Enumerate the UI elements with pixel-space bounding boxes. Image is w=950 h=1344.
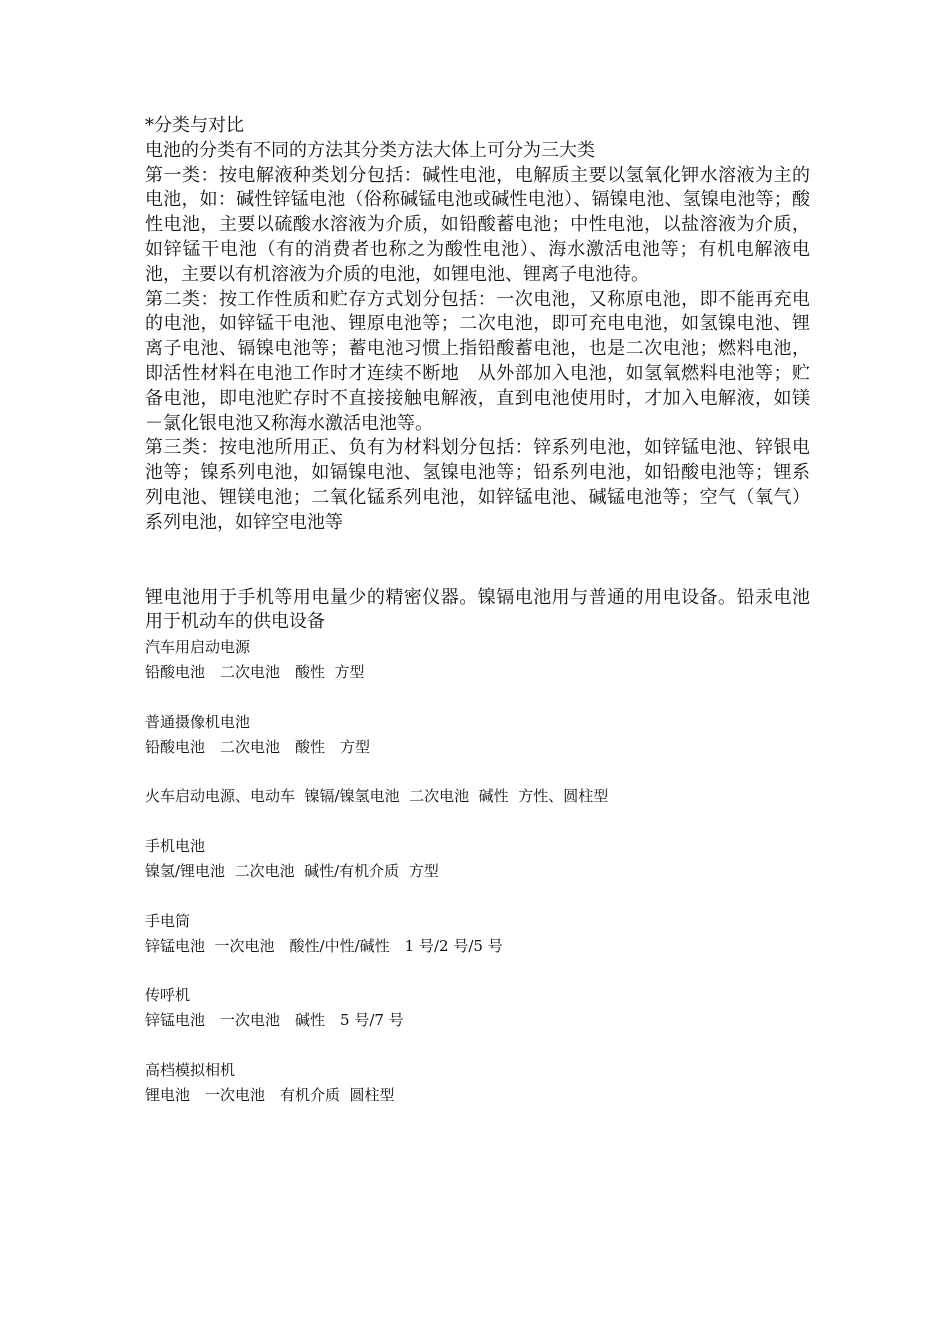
list-item-title: 手电筒 [145,911,191,930]
list-item-spec: 锌锰电池 一次电池 酸性/中性/碱性 1 号/2 号/5 号 [145,936,503,955]
intro-paragraph: 电池的分类有不同的方法其分类方法大体上可分为三大类 [145,139,595,161]
list-item [145,909,810,959]
section-heading: *分类与对比 [145,115,244,136]
list-item-spec: 铅酸电池 二次电池 酸性 方型 [145,662,365,681]
classification-section [145,114,810,536]
list-item [145,784,810,809]
list-item [145,710,810,760]
list-item [145,983,810,1033]
list-item-title: 高档模拟相机 [145,1060,236,1079]
document-page [145,114,810,1108]
category-3-paragraph: 第三类：按电池所用正、负有为材料划分包括：锌系列电池，如锌锰电池、锌银电池等；镍系列电池，如镉镍电池、氢镍电池等；铅系列电池，如铅酸电池等；锂系列电池、锂镁电池；二氧化锰系列电池，如锌锰电池、碱锰电池等；空气（氧气）系列电池，如锌空电池等 [145,437,810,533]
section-gap [145,536,810,586]
list-item-line: 火车启动电源、电动车 镍镉/镍氢电池 二次电池 碱性 方性、圆柱型 [145,787,609,806]
list-item [145,834,810,884]
usage-paragraph: 锂电池用于手机等用电量少的精密仪器。镍镉电池用与普通的用电设备。铅汞电池用于机动车的供电设备 [145,586,810,633]
list-item [145,1058,810,1108]
list-item [145,635,810,685]
list-item-title: 手机电池 [145,837,206,856]
list-item-spec: 铅酸电池 二次电池 酸性 方型 [145,737,371,756]
list-item-title: 传呼机 [145,986,191,1005]
battery-usage-list [145,635,810,1107]
list-item-spec: 锌锰电池 一次电池 碱性 5 号/7 号 [145,1011,404,1030]
list-item-title: 汽车用启动电源 [145,638,251,657]
category-1-paragraph: 第一类：按电解液种类划分包括：碱性电池，电解质主要以氢氧化钾水溶液为主的电池，如：碱性锌锰电池（俗称碱锰电池或碱性电池）、镉镍电池、氢镍电池等；酸性电池，主要以硫酸水溶液为介质，如铅酸蓄电池；中性电池，以盐溶液为介质，如锌锰干电池（有的消费者也称之为酸性电池）、海水激活电池等；有机电解液电池，主要以有机溶液为介质的电池，如锂电池、锂离子电池待。 [145,164,810,285]
list-item-spec: 锂电池 一次电池 有机介质 圆柱型 [145,1085,395,1104]
list-item-spec: 镍氢/锂电池 二次电池 碱性/有机介质 方型 [145,861,439,880]
category-2-paragraph: 第二类：按工作性质和贮存方式划分包括：一次电池，又称原电池，即不能再充电的电池，如锌锰干电池、锂原电池等；二次电池，即可充电电池，如氢镍电池、锂离子电池、镉镍电池等；蓄电池习惯上指铅酸蓄电池，也是二次电池；燃料电池，即活性材料在电池工作时才连续不断地 从外部加入电池，如氢氧燃料电池等；贮备电池，即电池贮存时不直接接触电解液，直到电池使用时，才加入电解液，如镁－氯化银电池又称海水激活电池等。 [145,288,810,434]
list-item-title: 普通摄像机电池 [145,712,251,731]
